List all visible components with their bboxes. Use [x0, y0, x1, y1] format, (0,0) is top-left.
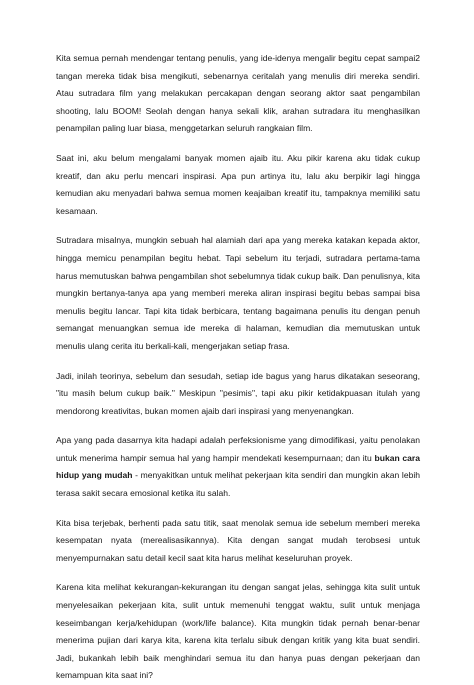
paragraph-6: Kita bisa terjebak, berhenti pada satu titik, saat menolak semua ide sebelum memberi mereka kesempatan nyata (merealisasikannya). Kita dengan sangat mudah terobsesi untuk menyempurnakan satu detail kecil saat kita harus melihat keseluruhan proyek. [56, 517, 420, 563]
paragraph-5-text-after: - menyakitkan untuk melihat pekerjaan kita sendiri dan mungkin akan lebih terasa sakit secara emosional ketika itu salah. [56, 470, 420, 499]
paragraph-4: Jadi, inilah teorinya, sebelum dan sesudah, setiap ide bagus yang harus dikatakan seseorang, "itu masih belum cukup baik." Meskipun "pesimis", tapi aku pikir ketidakpuasan itulah yang mendorong kreativitas, bukan momen ajaib dari inspirasi yang menyenangkan. [56, 370, 420, 416]
paragraph-2: Saat ini, aku belum mengalami banyak momen ajaib itu. Aku pikir karena aku tidak cukup kreatif, dan aku perlu mencari inspirasi. Apa pun artinya itu, lalu aku berpikir lagi hingga kemudian aku menyadari bahwa semua momen keajaiban kreatif itu, tampaknya memiliki satu kesamaan. [56, 152, 420, 216]
paragraph-5-bold-phrase: bukan cara hidup yang mudah [56, 452, 420, 481]
paragraph-7: Karena kita melihat kekurangan-kekurangan itu dengan sangat jelas, sehingga kita sulit untuk menyelesaikan pekerjaan kita, sulit untuk memenuhi tenggat waktu, sulit untuk menjaga keseimbangan kerja/kehidupan (work/life balance). Kita mungkin tidak pernah benar-benar menerima pujian dari karya kita, karena kita terlalu sibuk dengan kritik yang kita buat sendiri. Jadi, bukankah lebih baik menghindari semua itu dan hanya puas dengan pekerjaan dan kemampuan kita saat ini? [56, 582, 420, 681]
paragraph-5 [56, 432, 420, 502]
paragraph-3: Sutradara misalnya, mungkin sebuah hal alamiah dari apa yang mereka katakan kepada aktor, hingga memicu penampilan begitu hebat. Tapi sebelum itu terjadi, sutradara pertama-tama harus memutuskan bahwa pengambilan shot sebelumnya tidak cukup baik. Dan penulisnya, kita mungkin bertanya-tanya apa yang memberi mereka aliran inspirasi begitu bebas sampai bisa menulis begitu lancar. Tapi kita tidak berbicara, tentang bagaimana penulis itu dengan penuh semangat menuangkan semua ide mereka di halaman, kemudian dia memutuskan untuk menulis ulang cerita itu berkali-kali, mengerjakan setiap frasa. [56, 235, 420, 351]
paragraph-1: Kita semua pernah mendengar tentang penulis, yang ide-idenya mengalir begitu cepat sampai2 tangan mereka tidak bisa mengikuti, sebenarnya ceritalah yang menulis diri mereka sendiri. Atau sutradara film yang melakukan percakapan dengan seorang aktor saat pengambilan shooting, lalu BOOM! Seolah dengan hanya sekali klik, arahan sutradara itu menghasilkan penampilan paling luar biasa, menggetarkan seluruh rangkaian film. [56, 53, 420, 134]
paragraph-5-text-before: Apa yang pada dasarnya kita hadapi adalah perfeksionisme yang dimodifikasi, yaitu penolakan untuk menerima hampir semua hal yang hampir mendekati kesempurnaan; dan itu [56, 435, 420, 463]
